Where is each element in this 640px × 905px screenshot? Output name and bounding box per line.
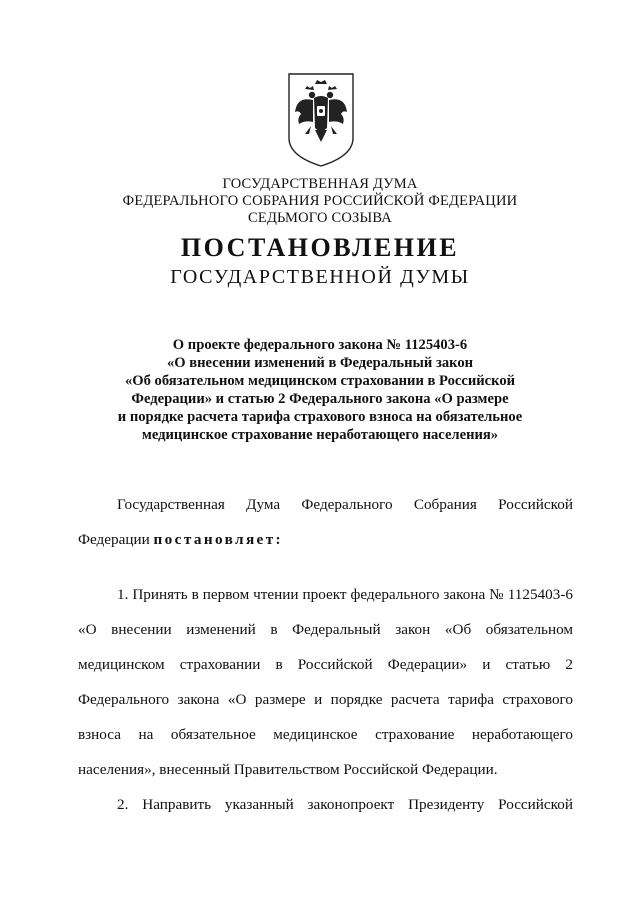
subject-line: О проекте федерального закона № 1125403-6 (172, 337, 468, 353)
preamble-line: Государственная Дума Федерального Собрания Российской (117, 496, 573, 513)
item1-line: медицинском страховании в Российской Федерации» и статью 2 (78, 656, 573, 673)
item1-line: Федерального закона «О размере и порядке расчета тарифа страхового (78, 691, 573, 708)
header-federal-assembly: ФЕДЕРАЛЬНОГО СОБРАНИЯ РОССИЙСКОЙ ФЕДЕРАЦИИ (122, 193, 518, 209)
preamble-line (78, 530, 573, 550)
resolves-word: постановляет: (153, 531, 284, 548)
document-subtitle: ГОСУДАРСТВЕННОЙ ДУМЫ (170, 266, 470, 288)
coat-of-arms-emblem (287, 72, 355, 168)
subject-line: и порядке расчета тарифа страхового взноса на обязательное (117, 409, 523, 425)
item2-line: 2. Направить указанный законопроект Президенту Российской (117, 796, 573, 813)
header-convocation: СЕДЬМОГО СОЗЫВА (248, 210, 392, 226)
subject-line: «О внесении изменений в Федеральный закон (166, 355, 474, 371)
preamble-prefix: Федерации (78, 531, 154, 548)
subject-heading (90, 336, 550, 444)
subject-line: Федерации» и статью 2 Федерального закона «О размере (131, 391, 509, 407)
item1-line: 1. Принять в первом чтении проект федерального закона № 1125403-6 (117, 586, 573, 603)
item1-line: населения», внесенный Правительством Российской Федерации. (78, 761, 498, 778)
header-duma: ГОСУДАРСТВЕННАЯ ДУМА (222, 176, 418, 192)
subject-line: медицинское страхование неработающего населения» (141, 427, 499, 443)
subject-line: «Об обязательном медицинском страховании в Российской (124, 373, 516, 389)
item1-line: взноса на обязательное медицинское страхование неработающего (78, 726, 573, 743)
document-title: ПОСТАНОВЛЕНИЕ (180, 233, 460, 262)
item1-line: «О внесении изменений в Федеральный закон «Об обязательном (78, 621, 573, 638)
